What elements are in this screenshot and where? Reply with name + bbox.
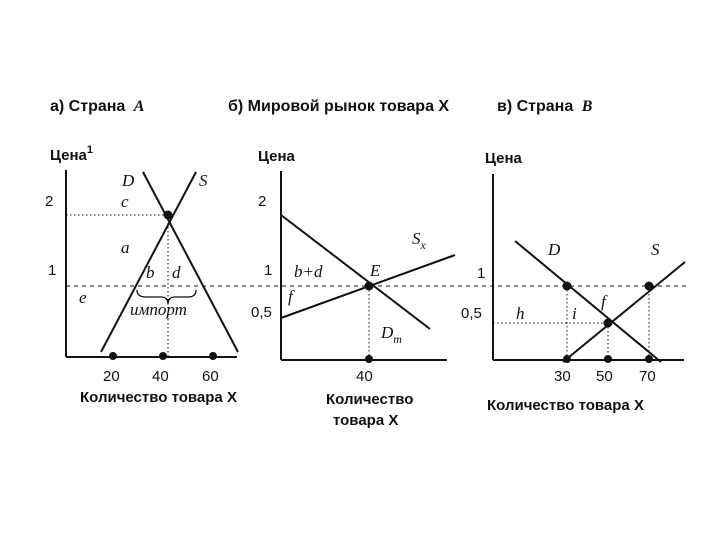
panel-a-x-axis-label: Количество товара X [80,389,237,406]
panel-a-area-c: c [121,192,129,211]
panel-a-xtick-20: 20 [103,368,120,385]
panel-c-x-axis-label: Количество товара X [487,397,644,414]
panel-c-ytick-1: 1 [477,265,486,282]
panel-b-export-supply-label: $S_x$ [412,229,426,252]
panel-b-ytick-2: 2 [258,193,267,210]
panel-b-equilibrium-point [365,282,374,291]
panel-c-area-f: f [601,292,606,311]
panel-b-area-f: f [288,287,293,306]
panel-c-demand-label: D [548,240,561,259]
panel-a-point-q20 [109,352,117,360]
panel-c-xtick-70: 70 [639,368,656,385]
panel-a-area-a: a [121,238,130,257]
panel-a-y-axis-label: Цена$^1$ [50,144,94,164]
panel-c-y-axis-label: Цена [485,150,522,167]
panel-a-demand-label: D [122,171,135,190]
panel-a-supply-curve [101,172,196,352]
panel-c-ytick-0-5: 0,5 [461,305,482,322]
panel-c-equilibrium-point [604,319,613,328]
panel-b-ytick-1: 1 [264,262,273,279]
panel-a-title: а) Страна A [50,98,145,115]
panel-a-xtick-40: 40 [152,368,169,385]
panel-c-area-h: h [516,304,525,323]
panel-c-title: в) Страна B [497,98,593,115]
panel-c-point-q50 [604,355,612,363]
panel-c-supply-label: S [651,240,660,259]
panel-a-ytick-1: 1 [48,262,57,279]
panel-b-y-axis-label: Цена [258,148,295,165]
panel-c-xtick-30: 30 [554,368,571,385]
panel-b-xtick-40: 40 [356,368,373,385]
panel-b-title: б) Мировой рынок товара X [228,98,450,115]
panel-a-equilibrium-point [164,211,173,220]
panel-c-demand-curve [515,241,661,362]
panel-b-import-demand-label: $D_m$ [381,323,402,346]
panel-a-supply-label: S [199,171,208,190]
panel-b-equilibrium-label: E [370,261,381,280]
panel-b-x-axis-label-line1: Количество [326,391,414,408]
panel-b-point-q40 [365,355,373,363]
panel-b-area-b-plus-d: b+d [294,262,323,281]
panel-b-world-market [228,98,455,429]
panel-b-x-axis-label-line2: товара X [333,412,399,429]
panel-a-ytick-2: 2 [45,193,54,210]
panel-b-ytick-0-5: 0,5 [251,304,272,321]
panel-a-point-q40 [159,352,167,360]
panel-c-xtick-50: 50 [596,368,613,385]
panel-a-area-d: d [172,263,181,282]
panel-c-supply-curve [563,262,685,362]
panel-c-area-i: i [572,304,577,323]
panel-a-demand-curve [143,172,238,352]
panel-a-country-a [45,98,238,406]
panel-a-xtick-60: 60 [202,368,219,385]
panel-c-point-q70 [645,355,653,363]
panel-c-point-q30 [563,355,571,363]
panel-a-point-q60 [209,352,217,360]
panel-c-country-b [461,98,685,414]
panel-a-area-b: b [146,263,155,282]
panel-c-demand-at-world-price [563,282,572,291]
panel-a-area-e: e [79,288,87,307]
panel-a-import-label: импорт [130,300,187,319]
panel-c-supply-at-world-price [645,282,654,291]
